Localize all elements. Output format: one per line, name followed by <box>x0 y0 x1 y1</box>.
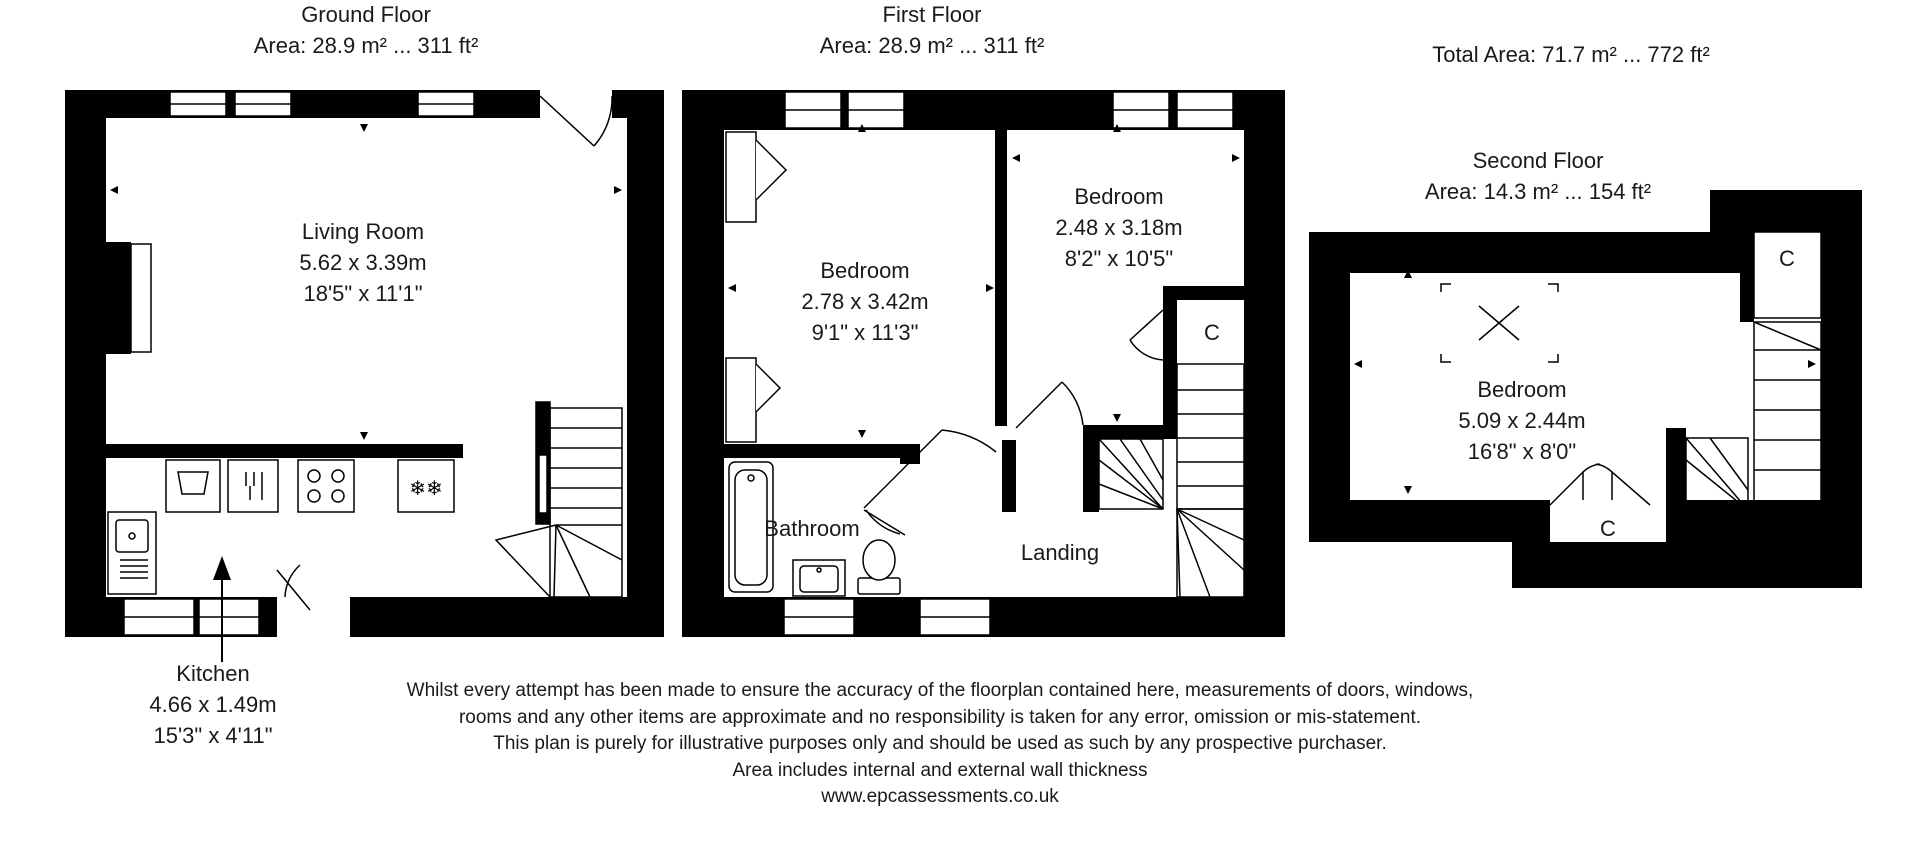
disclaimer <box>380 678 1500 811</box>
second-floor-area: Area: 14.3 m² ... 154 ft² <box>1424 179 1652 204</box>
windows <box>124 92 474 635</box>
bedroom3-metric: 5.09 x 2.44m <box>1458 408 1586 433</box>
bedroom1-metric: 2.78 x 3.42m <box>801 289 929 314</box>
living-kitchen-wall <box>106 444 463 458</box>
cupboard-doors <box>1550 464 1650 505</box>
kitchen-metric: 4.66 x 1.49m <box>149 692 277 717</box>
cupboard-first-floor: C <box>1204 320 1220 345</box>
website-text: www.epcassessments.co.uk <box>821 786 1059 807</box>
disclaimer-line-3: This plan is purely for illustrative purposes only and should be used as such by any prospective purchaser. <box>493 733 1387 754</box>
bedroom3-imperial: 16'8" x 8'0" <box>1467 439 1577 464</box>
first-floor-area: Area: 28.9 m² ... 311 ft² <box>819 33 1045 58</box>
staircase-ground <box>496 402 622 597</box>
landing-name: Landing <box>1020 540 1100 565</box>
kitchen-imperial: 15'3" x 4'11" <box>153 723 273 748</box>
disclaimer-line-1: Whilst every attempt has been made to ensure the accuracy of the floorplan contained here, measurements of doors, windows, <box>406 680 1474 701</box>
living-room-imperial: 18'5" x 11'1" <box>303 281 423 306</box>
bedroom2-imperial: 8'2" x 10'5" <box>1064 246 1174 271</box>
svg-text:❄❄: ❄❄ <box>409 476 443 500</box>
bedroom2-metric: 2.48 x 3.18m <box>1055 215 1183 240</box>
ground-floor-area: Area: 28.9 m² ... 311 ft² <box>253 33 479 58</box>
total-area: Total Area: 71.7 m² ... 772 ft² <box>1432 42 1710 67</box>
second-floor-interior-wall-2 <box>1740 232 1754 322</box>
ground-floor-title: Ground Floor <box>301 2 431 27</box>
second-floor-interior-wall <box>1666 428 1686 542</box>
bathroom-name: Bathroom <box>764 516 860 541</box>
cupboard-second-floor-bottom: C <box>1600 516 1616 541</box>
door <box>277 96 612 610</box>
second-floor-title: Second Floor <box>1472 148 1604 173</box>
ground-floor-plan <box>65 90 664 662</box>
disclaimer-line-4: Area includes internal and external wall thickness <box>732 759 1148 781</box>
first-floor-title: First Floor <box>882 2 982 27</box>
living-room-name: Living Room <box>301 219 425 244</box>
kitchen-name: Kitchen <box>176 661 250 686</box>
bedroom3-name: Bedroom <box>1477 377 1567 402</box>
living-room-metric: 5.62 x 3.39m <box>299 250 427 275</box>
bedroom2-name: Bedroom <box>1074 184 1164 209</box>
bedroom1-name: Bedroom <box>820 258 910 283</box>
bedroom1-imperial: 9'1" x 11'3" <box>811 320 919 345</box>
cupboard-second-floor-top: C <box>1779 246 1795 271</box>
fireplace <box>131 244 151 352</box>
skylight <box>1441 284 1558 362</box>
disclaimer-line-2: rooms and any other items are approximate and no responsibility is taken for any error, omission or mis-statement. <box>458 706 1422 728</box>
first-floor-plan <box>682 90 1285 637</box>
chimney-breast <box>106 242 131 354</box>
cupboard-top <box>1754 232 1821 318</box>
